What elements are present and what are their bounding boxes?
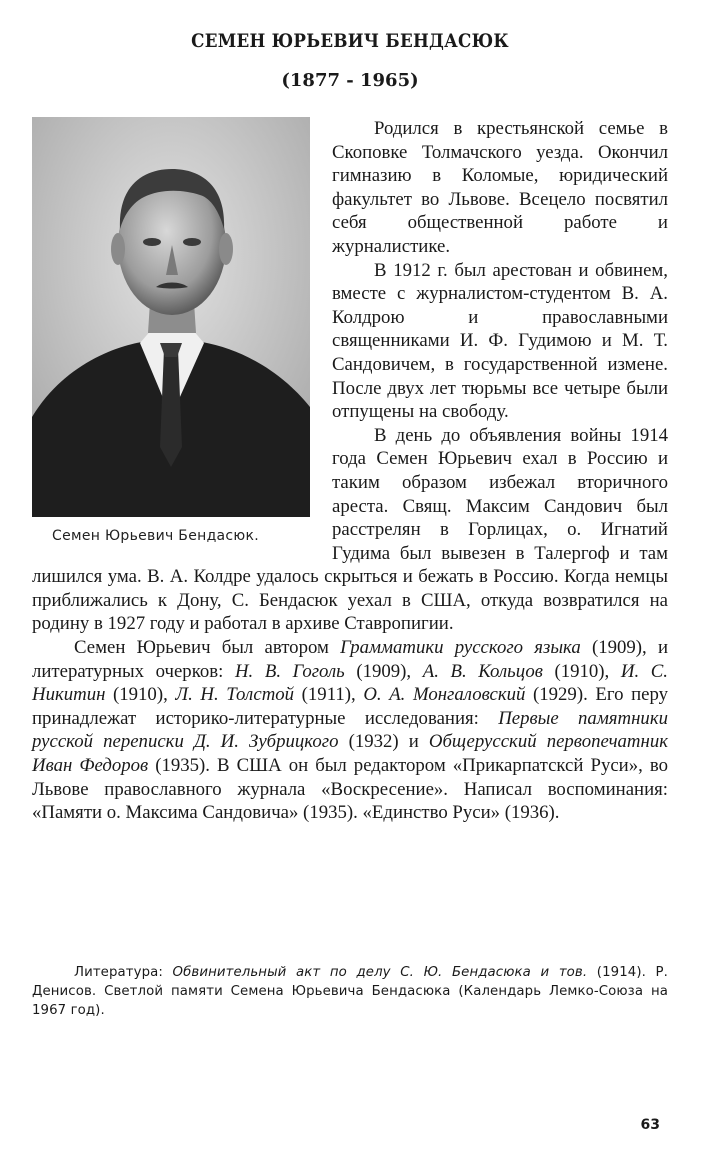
article-body: [32, 117, 668, 825]
text-run: Семен Юрьевич был автором: [74, 637, 341, 659]
photo-spacer: [32, 117, 332, 559]
text-run: (1910),: [105, 684, 176, 706]
paragraph-4: [32, 636, 668, 825]
work-title: Грамматики русского языка: [340, 637, 581, 659]
literature-note: [32, 963, 668, 1020]
text-run: (1910),: [542, 660, 621, 682]
literature-label: Литература:: [74, 965, 173, 980]
text-run: (1935). В США он был редактором «Прикарпатсксй Руси», во Львове православного журнала «Воскресение». Написал воспоминания: «Памяти о. Максима Сандовича» (1935). «Единство Руси» (1936).: [32, 755, 668, 824]
work-title: Л. Н. Толстой: [175, 684, 295, 706]
life-years: (1877 - 1965): [281, 70, 419, 91]
photo-caption: Семен Юрьевич Бендасюк.: [52, 528, 260, 544]
text-run: (1911),: [294, 684, 364, 706]
work-title: А. В. Кольцов: [422, 660, 543, 682]
page-title: СЕМЕН ЮРЬЕВИЧ БЕНДАСЮК: [191, 30, 509, 52]
work-title: Первые памятники русской переписки Д. И. Зубрицкого: [32, 707, 668, 753]
work-title: Общерусский первопечатник Иван Федоров: [32, 731, 668, 777]
paragraph-3: В день до объявления войны 1914 года Семен Юрьевич ехал в Россию и таким образом избежал вторичного ареста. Свящ. Максим Сандович был расстрелян в Горлицах, о. Игнатий Гудима был вывезен в Талергоф и там лишился ума. В. А. Колдре удалось скрыться и бежать в Россию. Когда немцы приближались к Дону, С. Бендасюк уехал в США, откуда возвратился на родину в 1927 году и работал в архиве Ставропигии.: [32, 424, 668, 635]
text-run: (1929). Его перу принадлежат историко-литературные исследования:: [32, 684, 668, 729]
work-title: И. С. Никитин: [32, 660, 668, 706]
work-title: О. А. Монгаловский: [363, 684, 526, 706]
work-title: Н. В. Гоголь: [234, 660, 345, 682]
paragraph-2: В 1912 г. был арестован и обвинем, вместе с журналистом-студентом В. А. Колдрою и православными священниками И. Ф. Гудимою и М. Т. Сандовичем, в государственной измене. После двух лет тюрьмы все четыре были отпущены на свободу.: [332, 259, 668, 423]
paragraph-1: Родился в крестьянской семье в Скоповке Толмачского уезда. Окончил гимназию в Коломые, юридический факультет во Львове. Всецело посвятил себя общественной работе и журналистике.: [332, 118, 668, 257]
document-page: [32, 0, 668, 1167]
literature-rest: (1914). Р. Денисов. Светлой памяти Семена Юрьевича Бендасюка (Календарь Лемко-Союза на 1967 год).: [32, 965, 668, 1018]
literature-title: Обвинительный акт по делу С. Ю. Бендасюка и тов.: [172, 965, 588, 980]
text-run: (1909),: [344, 660, 423, 682]
text-run: (1932) и: [338, 731, 429, 753]
page-number: 63: [640, 1117, 660, 1133]
text-run: (1909), и литературных очерков:: [32, 637, 668, 682]
